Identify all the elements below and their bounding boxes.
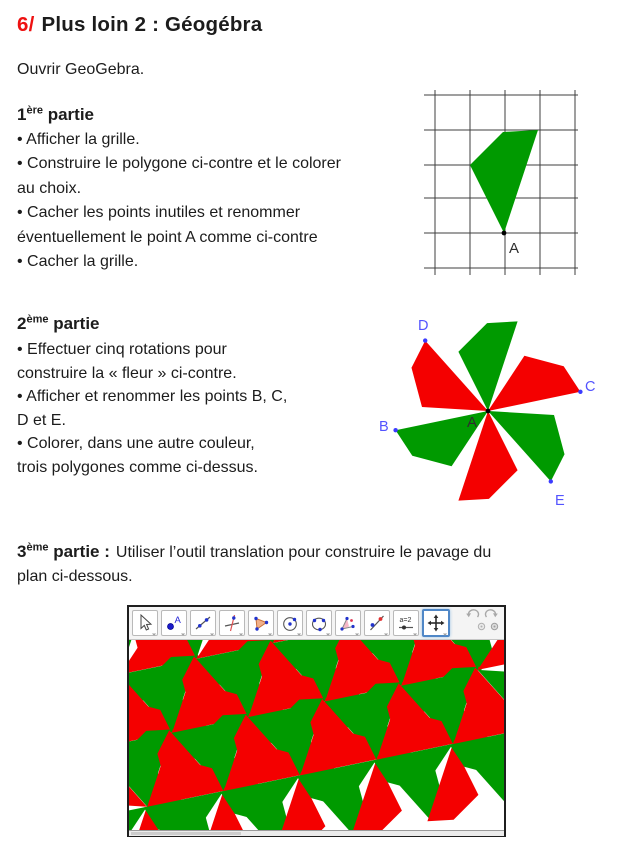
page-title bbox=[17, 13, 262, 37]
slider-tool-button[interactable] bbox=[393, 610, 419, 636]
circle-tool-button[interactable] bbox=[277, 610, 303, 636]
point-A-dot bbox=[502, 231, 507, 236]
text-line: plan ci-dessous. bbox=[17, 568, 133, 585]
move-cursor-icon bbox=[135, 613, 155, 633]
text-line: • Afficher et renommer les points B, C, bbox=[17, 388, 288, 405]
svg-text:A: A bbox=[174, 615, 181, 626]
text-line: trois polygones comme ci-dessus. bbox=[17, 458, 258, 476]
point-tool-button[interactable] bbox=[161, 610, 187, 636]
point-E-label: E bbox=[555, 493, 565, 509]
point-C-label: C bbox=[585, 379, 596, 395]
title-number: 6/ bbox=[17, 13, 35, 36]
perpendicular-line-icon bbox=[222, 613, 242, 633]
polygon-grid-figure bbox=[420, 85, 582, 280]
text-line: • Colorer, dans une autre couleur, bbox=[17, 435, 255, 452]
geogebra-window bbox=[127, 605, 506, 837]
reflection-tool-button[interactable] bbox=[364, 610, 390, 636]
undo-icon[interactable] bbox=[465, 609, 480, 620]
polygon-icon bbox=[251, 613, 271, 633]
tiling-petals bbox=[129, 640, 504, 830]
point-B-dot bbox=[393, 428, 397, 432]
point-E-dot bbox=[549, 479, 553, 483]
text-line: 3ème partie : Utiliser l’outil translation pour construire le pavage du bbox=[17, 541, 492, 561]
geogebra-canvas[interactable] bbox=[129, 640, 504, 830]
point-D-label: D bbox=[418, 318, 429, 334]
point-icon bbox=[164, 613, 184, 633]
point-D-dot bbox=[423, 338, 427, 342]
flower-figure bbox=[370, 305, 610, 520]
slider-icon bbox=[396, 613, 416, 633]
point-A-label: A bbox=[509, 240, 520, 257]
part1-heading: 1ère partie bbox=[17, 104, 95, 124]
text-line: • Construire le polygone ci-contre et le colorer bbox=[17, 155, 341, 173]
part2-text bbox=[17, 338, 287, 479]
part2-heading: 2ème partie bbox=[17, 313, 100, 333]
point-B-label: B bbox=[379, 419, 389, 435]
point-A-dot bbox=[486, 409, 491, 414]
angle-tool-button[interactable] bbox=[335, 610, 361, 636]
reflection-icon bbox=[367, 613, 387, 633]
toolbar-right-controls bbox=[465, 609, 499, 631]
redo-icon[interactable] bbox=[484, 609, 499, 620]
angle-icon bbox=[338, 613, 358, 633]
text-line: • Effectuer cinq rotations pour bbox=[17, 341, 227, 358]
intro-line: Ouvrir GeoGebra. bbox=[17, 61, 145, 78]
line-icon bbox=[193, 613, 213, 633]
perpendicular-line-tool-button[interactable] bbox=[219, 610, 245, 636]
point-C-dot bbox=[578, 390, 582, 394]
settings-gear-icon[interactable] bbox=[490, 622, 499, 631]
text-line: • Cacher les points inutiles et renommer bbox=[17, 204, 301, 222]
geogebra-statusbar bbox=[129, 830, 504, 836]
part3-heading: 3ème partie : bbox=[17, 541, 110, 561]
text-line: D et E. bbox=[17, 411, 66, 429]
title-text: Plus loin 2 : Géogébra bbox=[41, 13, 263, 36]
point-A-label: A bbox=[467, 414, 478, 431]
text-line: construire la « fleur » ci-contre. bbox=[17, 364, 237, 382]
part1-text bbox=[17, 128, 341, 274]
tiling-figure bbox=[129, 640, 504, 830]
geogebra-toolbar bbox=[129, 607, 504, 640]
move-tool-button[interactable] bbox=[132, 610, 158, 636]
translation-tool-button[interactable] bbox=[422, 609, 450, 637]
svg-text:a=2: a=2 bbox=[399, 617, 412, 624]
conic-through-points-icon bbox=[309, 613, 329, 633]
polygon-tool-button[interactable] bbox=[248, 610, 274, 636]
text-line: au choix. bbox=[17, 179, 82, 197]
green-polygon bbox=[470, 130, 538, 233]
conic-tool-button[interactable] bbox=[306, 610, 332, 636]
horizontal-scrollbar[interactable] bbox=[131, 832, 241, 835]
circle-with-center-icon bbox=[280, 613, 300, 633]
text-line: • Cacher la grille. bbox=[17, 253, 139, 271]
translation-arrows-icon bbox=[426, 613, 446, 633]
properties-icon[interactable] bbox=[477, 622, 486, 631]
text-line: • Afficher la grille. bbox=[17, 131, 140, 148]
part3-text bbox=[17, 540, 607, 589]
line-tool-button[interactable] bbox=[190, 610, 216, 636]
text-line: éventuellement le point A comme ci-contre bbox=[17, 228, 318, 246]
